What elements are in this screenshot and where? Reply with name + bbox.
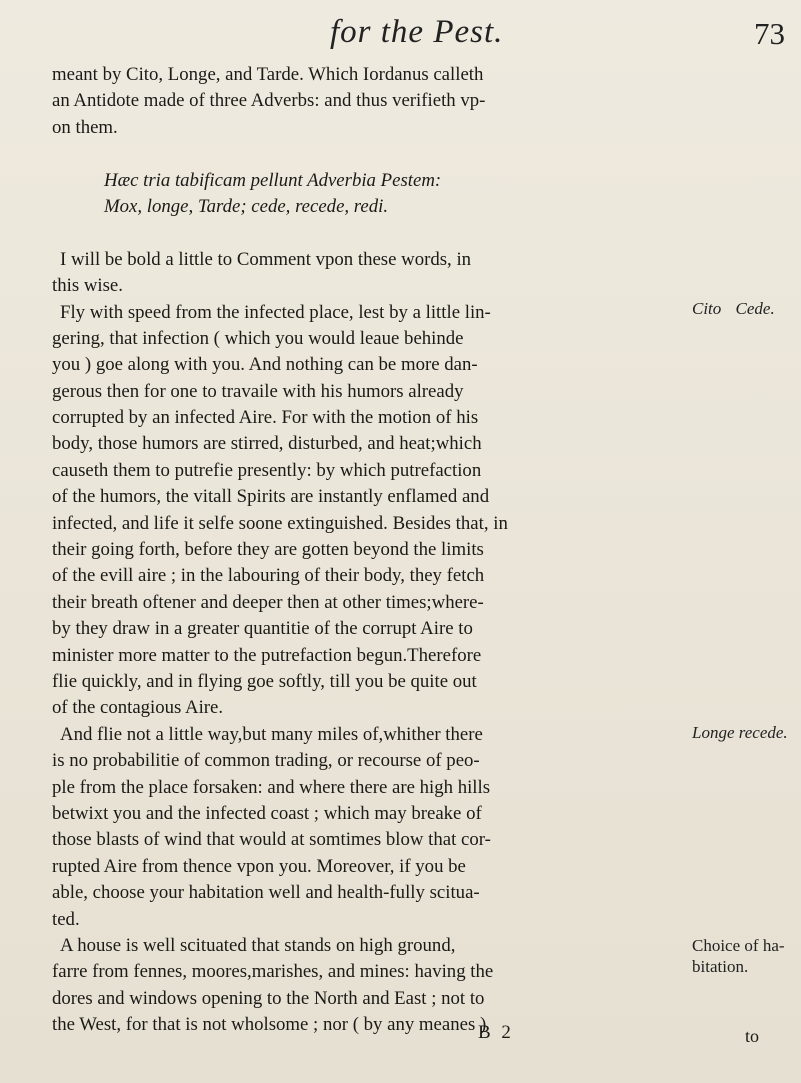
text-line: of the humors, the vitall Spirits are instantly enflamed and: [52, 486, 490, 508]
signature-mark: B 2: [478, 1022, 514, 1043]
text-line: infected, and life it selfe soone extinguished. Besides that, in: [52, 512, 508, 534]
text-line: this wise.: [52, 275, 123, 297]
text-line: Fly with speed from the infected place, lest by a little lin-: [60, 301, 491, 323]
text-line: betwixt you and the infected coast ; which may breake of: [52, 802, 482, 824]
text-line: by they draw in a greater quantitie of the corrupt Aire to: [52, 618, 473, 640]
text-line: of the contagious Aire.: [52, 697, 224, 719]
text-line: is no probabilitie of common trading, or recourse of peo-: [52, 750, 480, 772]
margin-note-choice-line: Choice of ha-: [692, 936, 785, 955]
page-number: 73: [754, 16, 785, 51]
margin-note-cito-text: Cito: [692, 299, 722, 318]
text-line: And flie not a little way,but many miles of,whither there: [60, 723, 483, 745]
text-line: farre from fennes, moores,marishes, and mines: having the: [52, 961, 494, 983]
body-text: [52, 62, 680, 1038]
text-line: causeth them to putrefie presently: by which putrefaction: [52, 459, 482, 481]
running-head: for the Pest.: [330, 14, 504, 50]
text-line: gering, that infection ( which you would leaue behinde: [52, 327, 464, 349]
text-line: their going forth, before they are gotten beyond the limits: [52, 539, 484, 561]
margin-note-choice-line: bitation.: [692, 957, 749, 976]
text-line: flie quickly, and in flying goe softly, till you be quite out: [52, 670, 477, 692]
text-line: body, those humors are stirred, disturbed, and heat;which: [52, 433, 482, 455]
margin-note-longe-recede: Longe recede.: [692, 723, 788, 742]
text-line: corrupted by an infected Aire. For with the motion of his: [52, 407, 479, 429]
text-line: I will be bold a little to Comment vpon these words, in: [60, 248, 472, 270]
text-line: meant by Cito, Longe, and Tarde. Which Iordanus calleth: [52, 64, 484, 85]
text-line: able, choose your habitation well and health-fully scitua-: [52, 882, 480, 904]
blank-line: [52, 141, 680, 167]
margin-note-cito: [692, 298, 775, 319]
text-line: minister more matter to the putrefaction begun.Therefore: [52, 644, 482, 666]
text-line: A house is well scituated that stands on high ground,: [60, 934, 456, 956]
text-line: ple from the place forsaken: and where there are high hills: [52, 776, 491, 798]
text-line: those blasts of wind that would at somtimes blow that cor-: [52, 829, 491, 851]
text-line: rupted Aire from thence vpon you. Moreover, if you be: [52, 855, 466, 877]
text-line: the West, for that is not wholsome ; nor ( by any meanes ): [52, 1014, 487, 1036]
margin-note-cede-text: Cede.: [735, 299, 775, 318]
blank-line: [52, 220, 680, 246]
text-line: on them.: [52, 116, 118, 138]
margin-note-choice: [692, 935, 785, 977]
text-line: their breath oftener and deeper then at other times;where-: [52, 591, 484, 613]
text-line: you ) goe along with you. And nothing can be more dan-: [52, 354, 478, 376]
text-line: ted.: [52, 908, 80, 930]
page-header: [0, 8, 801, 56]
latin-verse-line: Mox, longe, Tarde; cede, recede, redi.: [104, 195, 389, 217]
text-line: dores and windows opening to the North and East ; not to: [52, 987, 485, 1009]
text-line: gerous then for one to travaile with his humors already: [52, 380, 464, 402]
latin-verse-line: Hæc tria tabificam pellunt Adverbia Pestem:: [104, 169, 442, 191]
catchword: to: [745, 1026, 760, 1046]
text-line: an Antidote made of three Adverbs: and thus verifieth vp-: [52, 90, 486, 112]
text-line: of the evill aire ; in the labouring of their body, they fetch: [52, 565, 485, 587]
